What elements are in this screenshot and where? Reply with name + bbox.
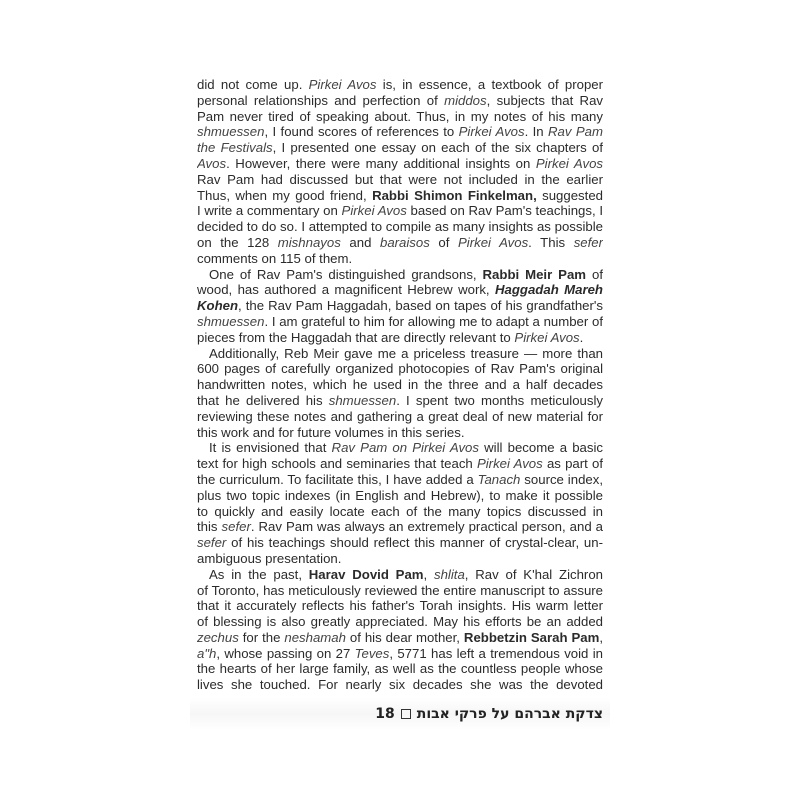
italic-term: sefer [573,234,603,250]
text-line [197,172,603,188]
italic-term: shmuessen [197,124,265,140]
italic-term: Pirkei Avos [458,234,529,250]
text-line [197,519,603,535]
text-run: did not come up. [197,77,309,92]
text-run: text for high schools and seminaries that teach [197,456,477,472]
text-run: Pam never tired of speaking about. Thus, in my notes of his many [197,108,603,124]
text-run: Thus, when my good friend, [197,187,373,203]
text-run: will become a basic [479,440,603,456]
text-line [197,267,603,283]
text-line [197,314,603,330]
text-run: of his teachings should reflect this manner of crystal-clear, un- [226,535,603,551]
text-run: . This [528,234,574,250]
italic-term: Pirkei Avos [476,456,543,472]
italic-term: shmuessen [328,392,397,408]
text-run: , I presented one essay on each of the six chapters of [272,140,603,156]
text-run: Additionally, Reb Meir gave me a priceless treasure — more than [209,345,603,361]
italic-term: Pirkei Avos [514,329,580,345]
bold-italic-title: Kohen [197,298,239,314]
italic-term: zechus [197,629,239,645]
text-line [197,488,603,504]
text-line [197,598,603,614]
bold-name: Rebbetzin Sarah Pam [463,629,600,645]
text-run: It is envisioned that [209,440,332,456]
paragraph [197,567,603,693]
text-line [197,472,603,488]
text-run: One of Rav Pam's distinguished grandsons, [209,266,483,282]
italic-term: Teves [354,645,390,661]
text-line [197,646,603,662]
text-line [197,504,603,520]
text-line [197,235,603,251]
square-ornament-icon [401,709,411,719]
text-line [197,93,603,109]
text-run: of blessing is also greatly appreciated. May his efforts be an added [197,614,603,630]
text-run: Rav Pam had discussed but that were not included in the earlier [197,171,603,187]
italic-term: Tanach [477,471,521,487]
text-line [197,124,603,140]
paragraph [197,440,603,566]
italic-term: Pirkei Avos [535,155,603,171]
bold-name: Rabbi Shimon Finkelman, [372,187,537,203]
text-run: . [579,329,584,345]
italic-term: shlita [434,566,465,582]
text-run: , whose passing on 27 [216,645,355,661]
italic-term: baraisos [379,234,430,250]
text-run: , I found scores of references to [264,124,459,140]
text-run: pieces from the Haggadah that are directly relevant to [197,329,515,345]
paragraph [197,77,603,267]
text-run: . I am grateful to him for allowing me to adapt a number of [264,313,603,329]
text-line [197,630,603,646]
text-run: comments on 115 of them. [197,250,353,266]
paragraph [197,267,603,346]
text-line [197,219,603,235]
text-run: decided to do so. I attempted to compile as many insights as possible [197,219,603,235]
text-run: the hearts of her large family, as well as the countless people whose [197,661,603,677]
text-line [197,346,603,362]
text-run: based on Rav Pam's teachings, I [406,203,603,219]
text-run: , [599,629,603,645]
text-run: that it accurately reflects his father's Torah insights. His warm letter [197,598,603,614]
text-run: personal relationships and perfection of [197,92,445,108]
italic-term: Rav Pam [548,124,603,140]
text-run: of his dear mother, [345,629,464,645]
text-run: the curriculum. To facilitate this, I have added a [197,471,478,487]
text-run: reviewing these notes and gathering a great deal of new material for [197,408,603,424]
text-run: lives she touched. For nearly six decades she was the devoted [197,677,603,693]
italic-term: a"h [197,645,217,661]
text-run: on the 128 [197,234,278,250]
text-run: to quickly and easily locate each of the many topics discussed in [197,503,603,519]
text-run: of Toronto, has meticulously reviewed the entire manuscript to assure [197,582,603,598]
bold-italic-title: Haggadah Mareh [495,282,603,298]
text-run: I write a commentary on [197,203,342,219]
text-line [197,583,603,599]
italic-term: Pirkei Avos [308,77,377,92]
italic-term: neshamah [284,629,346,645]
bold-name: Harav Dovid Pam [308,566,424,582]
text-run: , Rav of K'hal Zichron [464,566,603,582]
text-line [197,361,603,377]
text-line [197,282,603,298]
text-run: plus two topic indexes (in English and Hebrew), to make it possible [197,487,603,503]
text-run: . In [524,124,549,140]
text-run: as part of [542,456,603,472]
text-line [197,535,603,551]
text-run: is, in essence, a textbook of proper [382,77,603,92]
text-line [197,393,603,409]
text-run: . However, there were many additional insights on [226,155,536,171]
italic-term: Pirkei Avos [458,124,525,140]
italic-term: sefer [197,535,227,551]
paragraph [197,346,603,441]
text-line [197,156,603,172]
text-run: of [429,234,459,250]
italic-term: Avos [197,155,227,171]
text-run: this [197,519,222,535]
text-run: . I spent two months meticulously [396,392,603,408]
text-run: of [591,266,603,282]
text-run: source index, [520,471,603,487]
text-line [197,440,603,456]
text-line [197,140,603,156]
text-run: handwritten notes, which he used in the three and a half decades [197,377,603,393]
text-line [197,551,603,567]
text-run: for the [238,629,285,645]
text-line [197,614,603,630]
text-line [197,77,603,93]
text-run: ambiguous presentation. [197,550,342,566]
text-line [197,567,603,583]
page-body [197,77,603,693]
running-title: צדקת אברהם על פרקי אבות [416,706,603,722]
text-line [197,425,603,441]
page-footer [375,706,603,722]
italic-term: Rav Pam on Pirkei Avos [331,440,479,456]
text-line [197,109,603,125]
text-run: that he delivered his [197,392,329,408]
text-run: , the Rav Pam Haggadah, based on tapes of his grandfather's [238,298,603,314]
text-line [197,330,603,346]
text-run: wood, has authored a magnificent Hebrew work, [197,282,495,298]
text-line [197,377,603,393]
text-run: 600 pages of carefully organized photocopies of Rav Pam's original [197,361,603,377]
text-run: , 5771 has left a tremendous void in [389,645,603,661]
text-line [197,188,603,204]
text-line [197,251,603,267]
bold-name: Rabbi Meir Pam [482,266,587,282]
text-run: , [423,566,434,582]
italic-term: mishnayos [277,234,341,250]
text-line [197,456,603,472]
text-run: suggested [542,187,603,203]
italic-term: middos [444,92,487,108]
text-run: As in the past, [209,566,309,582]
text-line [197,409,603,425]
text-run: this work and for future volumes in this series. [197,424,465,440]
text-line [197,298,603,314]
text-run: , subjects that Rav [486,92,603,108]
italic-term: the Festivals [197,140,273,156]
italic-term: sefer [221,519,251,535]
italic-term: Pirkei Avos [341,203,407,219]
text-run: . Rav Pam was always an extremely practical person, and a [250,519,603,535]
text-line [197,661,603,677]
italic-term: shmuessen [197,313,265,329]
page-number: 18 [375,706,395,722]
text-line [197,677,603,693]
text-line [197,203,603,219]
text-run: and [340,234,380,250]
